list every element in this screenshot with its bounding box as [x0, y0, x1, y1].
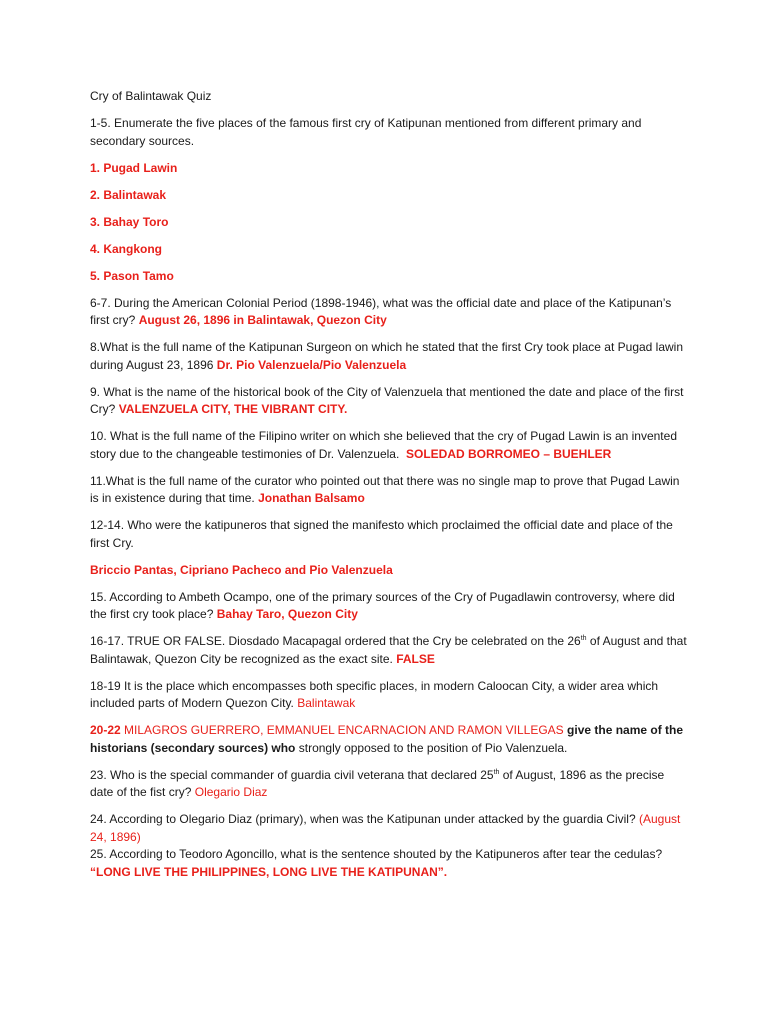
- answer-text: Olegario Diaz: [194, 785, 268, 799]
- question-12-14: 12-14. Who were the katipuneros that signed the manifesto which proclaimed the official date and place of the first Cry.: [90, 518, 673, 550]
- question-25: 25. According to Teodoro Agoncillo, what is the sentence shouted by the Katipuneros after tear the cedulas?: [90, 847, 663, 861]
- superscript: th: [580, 635, 587, 642]
- question-text-cont: of August and that Balintawak, Quezon City be recognized as the exact site.: [90, 634, 687, 666]
- question-9: [90, 384, 690, 419]
- question-23: [90, 767, 690, 802]
- answer-2: 2. Balintawak: [90, 187, 167, 202]
- answer-text: Dr. Pio Valenzuela/Pio Valenzuela: [216, 357, 407, 372]
- question-text: 15. According to Ambeth Ocampo, one of the primary sources of the Cry of Pugadlawin controversy, where did the first cry took place?: [90, 589, 675, 621]
- question-text: 8.What is the full name of the Katipunan Surgeon on which he stated that the first Cry took place at Pugad lawin during August 23, 1896: [90, 340, 684, 372]
- answer-12-14: Briccio Pantas, Cipriano Pacheco and Pio Valenzuela: [90, 562, 393, 577]
- question-text: 23. Who is the special commander of guardia civil veterana that declared 25: [90, 767, 494, 782]
- answer-text: Balintawak: [297, 696, 356, 710]
- document-title: Cry of Balintawak Quiz: [90, 89, 212, 103]
- answer-text: Bahay Taro, Quezon City: [216, 607, 358, 621]
- question-text: 10. What is the full name of the Filipino writer on which she believed that the cry of Pugad Lawin is an invented story due to the changeable testimonies of Dr. Valenzuela.: [90, 429, 677, 461]
- question-rest-text: strongly opposed to the position of Pio Valenzuela.: [298, 740, 568, 755]
- answer-4: 4. Kangkong: [90, 241, 163, 256]
- question-text: 6-7. During the American Colonial Period (1898-1946), what was the official date and place of the Katipunan’s first cry?: [90, 295, 672, 327]
- question-text: 24. According to Olegario Diaz (primary), when was the Katipunan under attacked by the guardia Civil?: [90, 812, 636, 826]
- question-text: 11.What is the full name of the curator who pointed out that there was no single map to prove that Pugad Lawin is in existence during that time.: [90, 473, 680, 505]
- question-1-5: 1-5. Enumerate the five places of the famous first cry of Katipunan mentioned from different primary and secondary sources.: [90, 116, 642, 148]
- answer-5: 5. Pason Tamo: [90, 268, 174, 283]
- answer-1: 1. Pugad Lawin: [90, 160, 178, 175]
- answer-3: 3. Bahay Toro: [90, 214, 169, 229]
- answer-text: Jonathan Balsamo: [258, 491, 365, 505]
- answer-text: August 26, 1896 in Balintawak, Quezon City: [138, 313, 387, 327]
- answer-text: (August 24, 1896): [90, 812, 681, 844]
- quiz-document: [90, 88, 690, 881]
- question-10: [90, 428, 690, 463]
- question-15: [90, 589, 690, 624]
- question-text: 9. What is the name of the historical book of the City of Valenzuela that mentioned the date and place of the first Cry?: [90, 384, 684, 416]
- question-bold-text: give the name of the historians (secondary sources) who: [90, 723, 684, 755]
- question-11: [90, 473, 690, 508]
- answer-text: FALSE: [396, 651, 435, 666]
- question-8: [90, 339, 690, 374]
- answer-names: MILAGROS GUERRERO, EMMANUEL ENCARNACION AND RAMON VILLEGAS: [124, 723, 564, 737]
- question-18-19: [90, 678, 690, 713]
- answer-text: VALENZUELA CITY, THE VIBRANT CITY.: [118, 402, 348, 416]
- question-20-22: [90, 722, 690, 757]
- question-6-7: [90, 295, 690, 330]
- question-24: [90, 811, 690, 846]
- question-text: 18-19 It is the place which encompasses both specific places, in modern Caloocan City, a wider area which included parts of Modern Quezon City.: [90, 678, 659, 710]
- superscript: th: [493, 768, 500, 776]
- question-16-17: [90, 633, 690, 668]
- question-number: 20-22: [90, 723, 121, 737]
- answer-25: “LONG LIVE THE PHILIPPINES, LONG LIVE THE KATIPUNAN”.: [90, 864, 448, 879]
- question-text: 16-17. TRUE OR FALSE. Diosdado Macapagal ordered that the Cry be celebrated on the 26: [90, 634, 581, 648]
- answer-text: SOLEDAD BORROMEO – BUEHLER: [405, 446, 612, 461]
- question-text-cont: of August, 1896 as the precise date of the fist cry?: [90, 767, 665, 799]
